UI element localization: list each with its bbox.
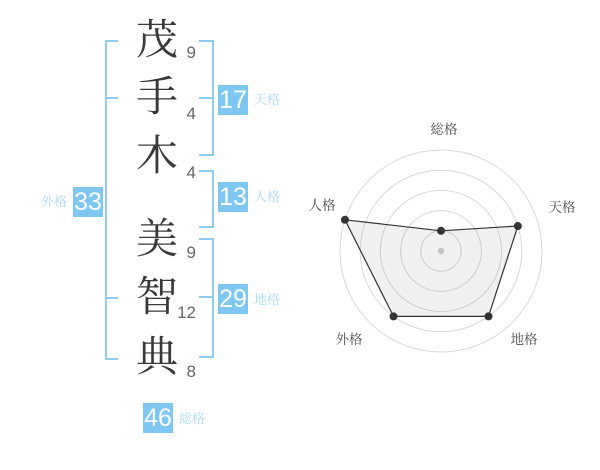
radar-axis-label: 外格 [335, 332, 363, 347]
name-character-4: 美 [135, 215, 178, 262]
chikaku-label: 地格 [254, 292, 281, 307]
soukaku-label: 総格 [179, 411, 206, 426]
jinkaku-label: 人格 [254, 189, 281, 204]
soukaku-value-box: 46 [144, 404, 172, 432]
stroke-count-1: 9 [186, 43, 196, 62]
radar-polygon [345, 220, 518, 317]
tenkaku-value-box: 17 [219, 86, 247, 114]
name-character-1: 茂 [135, 16, 178, 63]
name-character-5: 智 [135, 273, 178, 320]
data-point [514, 222, 522, 230]
gaikaku-value-box: 33 [74, 188, 102, 216]
radar-axis-label: 天格 [548, 200, 576, 215]
gaikaku-label: 外格 [40, 194, 67, 209]
stroke-count-6: 8 [186, 362, 196, 381]
radar-axis-label: 人格 [308, 198, 336, 213]
chikaku-value-box: 29 [219, 285, 247, 313]
radar-chart [300, 110, 590, 360]
stroke-count-2: 4 [186, 104, 196, 123]
stroke-count-3: 4 [186, 163, 196, 182]
name-character-6: 典 [135, 333, 178, 380]
name-character-3: 木 [135, 132, 178, 179]
stroke-count-5: 12 [177, 303, 196, 322]
radar-axis-label: 総格 [430, 122, 458, 137]
data-point [341, 216, 349, 224]
data-point [390, 312, 398, 320]
jinkaku-value-box: 13 [219, 183, 247, 211]
stroke-count-4: 9 [186, 243, 196, 262]
name-character-2: 手 [135, 73, 178, 120]
data-point [437, 227, 445, 235]
tenkaku-label: 天格 [254, 92, 281, 107]
radar-axis-label: 地格 [510, 332, 538, 347]
center-dot [438, 248, 444, 254]
data-point [484, 312, 492, 320]
